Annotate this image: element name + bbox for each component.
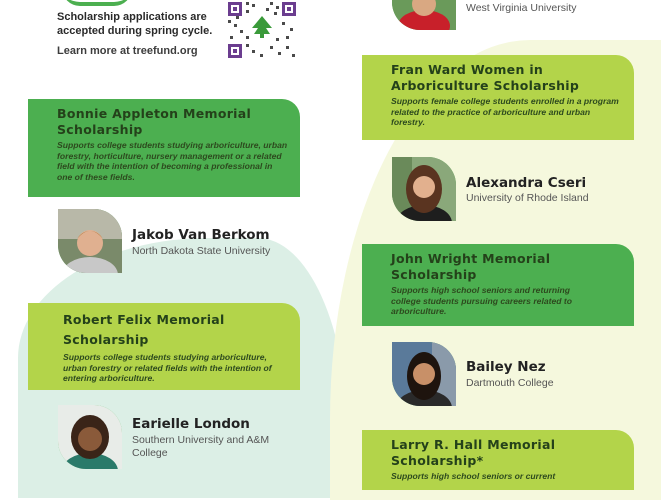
scholarship-description: Supports high school seniors or current bbox=[391, 471, 556, 481]
recipient-school: Dartmouth College bbox=[466, 377, 554, 389]
scholarship-description: Supports college students studying arboriculture, urban forestry, horticulture, nursery management or a related field with the intention of becoming a professional in one of these fields. bbox=[57, 140, 288, 182]
recipient-school: West Virginia University bbox=[466, 2, 577, 14]
scholarship-title: Bonnie Appleton Memorial Scholarship bbox=[57, 106, 252, 137]
scholarship-title: Robert Felix Memorial Scholarship bbox=[63, 312, 225, 347]
recipient-name: Earielle London bbox=[132, 416, 250, 432]
scholarship-description: Supports female college students enrolled in a program related to the practice of arboriculture and urban forestry. bbox=[391, 96, 619, 128]
scholarship-title: Larry R. Hall Memorial Scholarship* bbox=[391, 437, 556, 468]
scholarship-card-larry-hall bbox=[362, 430, 634, 490]
recipient-photo-west-virginia bbox=[392, 0, 456, 30]
scholarship-card-bonnie-appleton bbox=[28, 99, 300, 197]
intro-line-1: Scholarship applications are bbox=[57, 11, 207, 23]
learn-more-link[interactable]: Learn more at treefund.org bbox=[57, 45, 198, 57]
recipient-photo-bailey bbox=[392, 342, 456, 406]
decorative-arc bbox=[62, 0, 132, 6]
intro-line-2: accepted during spring cycle. bbox=[57, 25, 213, 37]
scholarship-title: John Wright Memorial Scholarship bbox=[391, 251, 551, 282]
recipient-photo-alexandra bbox=[392, 157, 456, 221]
scholarship-title: Fran Ward Women in Arboriculture Scholarship bbox=[391, 62, 580, 93]
recipient-name: Alexandra Cseri bbox=[466, 175, 587, 191]
recipient-school: Southern University and A&M College bbox=[132, 434, 270, 459]
recipient-name: Bailey Nez bbox=[466, 359, 546, 375]
scholarship-card-robert-felix bbox=[28, 303, 300, 390]
scholarship-card-john-wright bbox=[362, 244, 634, 326]
recipient-name: Jakob Van Berkom bbox=[132, 227, 270, 243]
recipient-photo-jakob bbox=[58, 209, 122, 273]
recipient-school: North Dakota State University bbox=[132, 245, 271, 257]
scholarship-card-fran-ward bbox=[362, 55, 634, 140]
recipient-photo-earielle bbox=[58, 405, 122, 469]
qr-code[interactable] bbox=[226, 0, 298, 60]
recipient-school: University of Rhode Island bbox=[466, 192, 589, 204]
scholarship-description: Supports high school seniors and returning college students pursuing careers related to arboriculture. bbox=[391, 285, 572, 317]
scholarship-description: Supports college students studying arboriculture, urban forestry or related fields with the intention of entering arboriculture. bbox=[63, 352, 272, 384]
